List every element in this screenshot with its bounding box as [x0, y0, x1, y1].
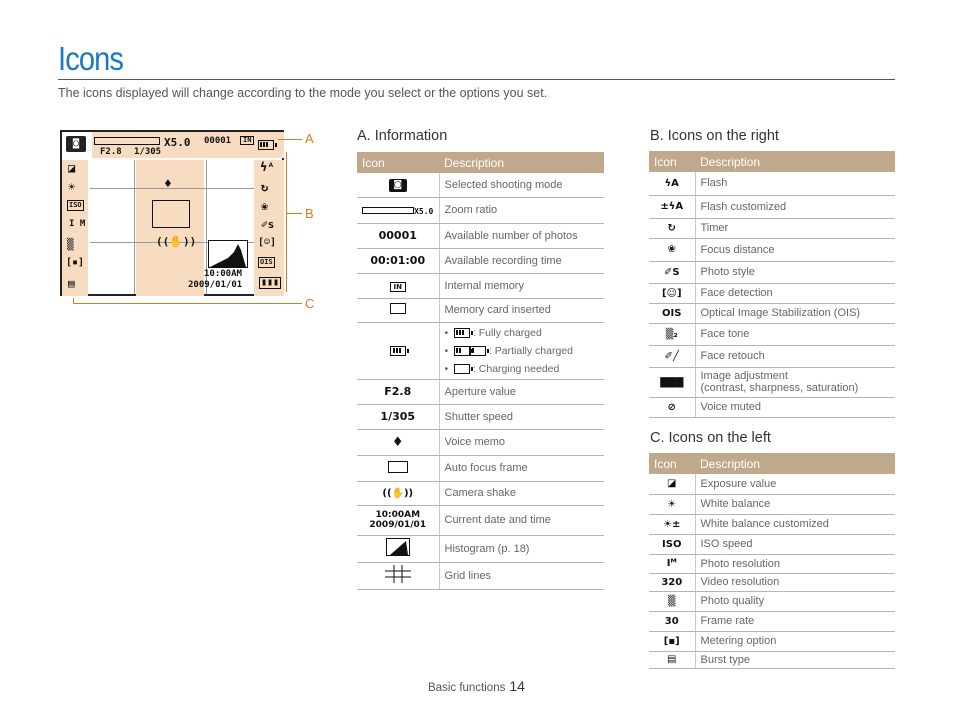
- row-desc: [695, 218, 895, 238]
- row-desc: Voice memo: [439, 429, 604, 455]
- table-row: [357, 173, 604, 197]
- callout-line-b: [287, 213, 302, 214]
- voice-memo-icon: ♦: [164, 177, 172, 192]
- row-desc: Auto focus frame: [439, 455, 604, 481]
- camera-mode-icon: ◙: [389, 179, 407, 192]
- callout-line-a: [278, 139, 302, 140]
- left-icons-heading: C. Icons on the left: [650, 430, 771, 446]
- focus-distance-icon: ❀: [649, 238, 695, 261]
- voice-memo-icon: ♦: [357, 429, 439, 455]
- row-desc: [695, 283, 895, 303]
- row-desc: Memory card inserted: [439, 298, 604, 322]
- screen-date: 2009/01/01: [188, 280, 243, 290]
- table-row: [649, 397, 895, 417]
- flash-icon: ϟᴬ: [260, 160, 275, 174]
- histogram-icon: [386, 538, 410, 556]
- photo-style-icon: ✐S: [649, 261, 695, 283]
- col-icon: Icon: [649, 151, 695, 172]
- face-detection-icon: [☺]: [258, 237, 277, 248]
- row-desc-text: Face detection: [700, 287, 773, 299]
- row-desc: Aperture value: [439, 379, 604, 404]
- burst-icon: ▤: [649, 651, 695, 668]
- face-tone-icon: ▒₂: [649, 323, 695, 345]
- aperture-icon: F2.8: [357, 379, 439, 404]
- table-row: [357, 248, 604, 273]
- right-icons-heading: B. Icons on the right: [650, 128, 779, 144]
- row-desc-text: Flash customized: [700, 200, 787, 213]
- row-desc: [695, 172, 895, 195]
- row-desc-detail: (contrast, sharpness, saturation): [700, 382, 859, 394]
- table-row: [357, 562, 604, 589]
- photo-count-icon: 00001: [357, 223, 439, 248]
- row-desc: Grid lines: [439, 562, 604, 589]
- battery-empty: • : Charging needed: [444, 362, 560, 375]
- ois-icon: OIS: [649, 303, 695, 323]
- image-adjustment-icon: ▮▮▮: [261, 277, 280, 288]
- face-retouch-icon: ✐╱: [649, 345, 695, 367]
- row-desc-text: White balance: [700, 498, 771, 510]
- row-desc-text: White balance customized: [700, 518, 829, 530]
- table-row: [357, 404, 604, 429]
- white-balance-custom-icon: ☀±: [649, 514, 695, 534]
- date-time-icon: 10:00AM 2009/01/01: [357, 505, 439, 535]
- photo-resolution-icon: Iᴹ: [649, 554, 695, 573]
- row-desc: Selected shooting mode: [439, 173, 604, 197]
- table-row: [649, 534, 895, 554]
- col-description: Description: [439, 152, 604, 173]
- row-desc: [695, 303, 895, 323]
- camera-shake-icon: ((✋)): [156, 235, 197, 248]
- information-table: [357, 152, 604, 590]
- screen-time: 10:00AM: [204, 269, 242, 279]
- camera-shake-icon: ((✋)): [357, 481, 439, 505]
- callout-b: B: [305, 206, 314, 221]
- table-row: [357, 298, 604, 322]
- table-row: [357, 273, 604, 298]
- table-row: [357, 455, 604, 481]
- row-desc: Available number of photos: [439, 223, 604, 248]
- exposure-icon: ◪: [68, 161, 76, 175]
- memory-card-icon: [390, 303, 406, 314]
- title-rule: [58, 79, 895, 80]
- camera-screen-illustration: [60, 130, 284, 296]
- iso-icon: ISO: [69, 201, 82, 209]
- row-desc-text: Focus distance: [700, 243, 775, 256]
- col-description: Description: [695, 151, 895, 172]
- callout-c: C: [305, 296, 315, 311]
- aperture-value: F2.8: [100, 147, 122, 157]
- callout-tick-c: [73, 298, 74, 304]
- row-desc: [695, 261, 895, 283]
- row-desc-text: Face retouch: [700, 350, 765, 362]
- table-row: [649, 651, 895, 668]
- row-desc-text: Video resolution: [700, 576, 780, 588]
- histogram-icon: [208, 240, 248, 268]
- row-desc: [695, 323, 895, 345]
- shutter-value: 1/305: [134, 147, 162, 157]
- row-desc: [695, 591, 895, 611]
- white-balance-icon: ☀: [649, 494, 695, 514]
- row-desc: [695, 573, 895, 591]
- row-desc-text: Metering option: [700, 635, 777, 647]
- shutter-icon: 1/305: [357, 404, 439, 429]
- internal-memory-icon: IN: [390, 282, 406, 292]
- row-desc-text: Timer: [700, 222, 729, 234]
- burst-icon: ▤: [68, 277, 75, 290]
- zoom-bar-icon: [362, 207, 414, 214]
- row-desc: [695, 494, 895, 514]
- row-desc-text: ISO speed: [700, 538, 753, 550]
- table-row: [357, 223, 604, 248]
- photo-quality-icon: ▒: [67, 238, 74, 251]
- col-icon: Icon: [357, 152, 439, 173]
- recording-time-icon: 00:01:00: [357, 248, 439, 273]
- ois-icon: OIS: [260, 258, 273, 266]
- row-desc-text: Photo resolution: [700, 557, 780, 570]
- row-desc: [695, 554, 895, 573]
- battery-full: • : Fully charged: [444, 326, 542, 339]
- row-desc: [695, 367, 895, 397]
- white-balance-icon: ☀: [68, 180, 76, 194]
- photo-resolution-icon: I M: [69, 219, 86, 229]
- row-desc-text: Exposure value: [700, 477, 777, 490]
- battery-icon: [390, 346, 406, 356]
- row-desc-text: Voice muted: [700, 401, 762, 413]
- callout-line-c: [73, 303, 302, 304]
- row-desc: Camera shake: [439, 481, 604, 505]
- right-icons-table: [649, 151, 895, 418]
- frame-rate-icon: 30: [649, 611, 695, 631]
- table-row: [649, 631, 895, 651]
- row-desc: [695, 611, 895, 631]
- internal-memory-icon: IN: [240, 136, 254, 145]
- row-desc-text: Photo quality: [700, 595, 765, 607]
- page-footer: [428, 678, 525, 694]
- row-desc-text: Flash: [700, 177, 728, 190]
- zoom-value: X5.0: [164, 136, 191, 149]
- table-row: [649, 554, 895, 573]
- row-desc: [695, 474, 895, 494]
- table-row: [649, 367, 895, 397]
- row-desc-text: Burst type: [700, 653, 751, 666]
- col-description: Description: [695, 453, 895, 474]
- table-row: [649, 591, 895, 611]
- table-row: [649, 474, 895, 494]
- row-desc: Available recording time: [439, 248, 604, 273]
- metering-icon: [▪]: [66, 257, 85, 268]
- photo-style-icon: ✐s: [261, 218, 275, 231]
- af-frame-icon: [152, 200, 190, 228]
- callout-a: A: [305, 131, 314, 146]
- table-row: [649, 573, 895, 591]
- row-desc: [695, 345, 895, 367]
- photo-quality-icon: ▒: [649, 591, 695, 611]
- table-row: [649, 283, 895, 303]
- row-desc: [695, 514, 895, 534]
- table-row: [649, 172, 895, 195]
- table-row: [649, 345, 895, 367]
- camera-mode-icon: ◙: [66, 136, 86, 152]
- video-resolution-icon: 320: [649, 573, 695, 591]
- col-icon: Icon: [649, 453, 695, 474]
- row-desc: [695, 195, 895, 218]
- row-desc: [695, 651, 895, 668]
- row-desc: Current date and time: [439, 505, 604, 535]
- table-row: [649, 611, 895, 631]
- photo-count: 00001: [204, 136, 232, 146]
- flash-custom-icon: ±ϟA: [649, 195, 695, 218]
- row-desc: [695, 631, 895, 651]
- table-row: [649, 261, 895, 283]
- flash-icon: ϟA: [649, 172, 695, 195]
- table-row: [357, 505, 604, 535]
- af-frame-icon: [388, 461, 408, 473]
- iso-icon: ISO: [649, 534, 695, 554]
- table-row: [357, 481, 604, 505]
- table-row: [357, 379, 604, 404]
- row-desc-text: Face tone: [700, 328, 750, 340]
- battery-partial: • : Partially charged: [444, 344, 573, 357]
- table-row: [649, 514, 895, 534]
- grid-lines-icon: [385, 565, 411, 583]
- image-adjustment-icon: ▇▇▇: [649, 367, 695, 397]
- focus-distance-icon: ❀: [261, 199, 269, 213]
- battery-icon: [258, 136, 274, 154]
- page-number: 14: [509, 678, 525, 694]
- row-desc: [695, 397, 895, 417]
- grid-line: [90, 188, 254, 189]
- table-row: [357, 429, 604, 455]
- voice-muted-icon: ⊘: [649, 397, 695, 417]
- page-title: Icons: [58, 40, 124, 77]
- table-row: [649, 323, 895, 345]
- left-icons-table: [649, 453, 895, 669]
- timer-icon: ↻: [649, 218, 695, 238]
- row-desc: Histogram (p. 18): [439, 535, 604, 562]
- row-desc: Shutter speed: [439, 404, 604, 429]
- row-desc: Internal memory: [439, 273, 604, 298]
- table-row: [649, 218, 895, 238]
- table-row: [357, 322, 604, 379]
- table-row: [649, 494, 895, 514]
- table-row: [649, 303, 895, 323]
- callout-bracket-b: [286, 152, 287, 292]
- row-desc-text: Frame rate: [700, 615, 755, 627]
- zoom-bar-icon: [94, 137, 160, 145]
- exposure-icon: ◪: [649, 474, 695, 494]
- row-desc: Zoom ratio: [439, 197, 604, 223]
- timer-icon: ↻: [261, 180, 269, 194]
- row-desc: [695, 238, 895, 261]
- row-desc-text: Image adjustment: [700, 370, 788, 382]
- row-desc-text: Photo style: [700, 266, 755, 278]
- page-subtitle: The icons displayed will change according to the mode you select or the options you set.: [58, 86, 548, 100]
- row-desc-text: Optical Image Stabilization (OIS): [700, 307, 861, 319]
- grid-line: [134, 160, 135, 294]
- table-row: [649, 195, 895, 218]
- metering-icon: [▪]: [649, 631, 695, 651]
- table-row: [649, 238, 895, 261]
- table-row: [357, 535, 604, 562]
- footer-label: Basic functions: [428, 682, 506, 694]
- information-heading: A. Information: [357, 128, 448, 144]
- face-detection-icon: [☺]: [649, 283, 695, 303]
- table-row: X5.0 Zoom ratio: [357, 197, 604, 223]
- row-desc: [695, 534, 895, 554]
